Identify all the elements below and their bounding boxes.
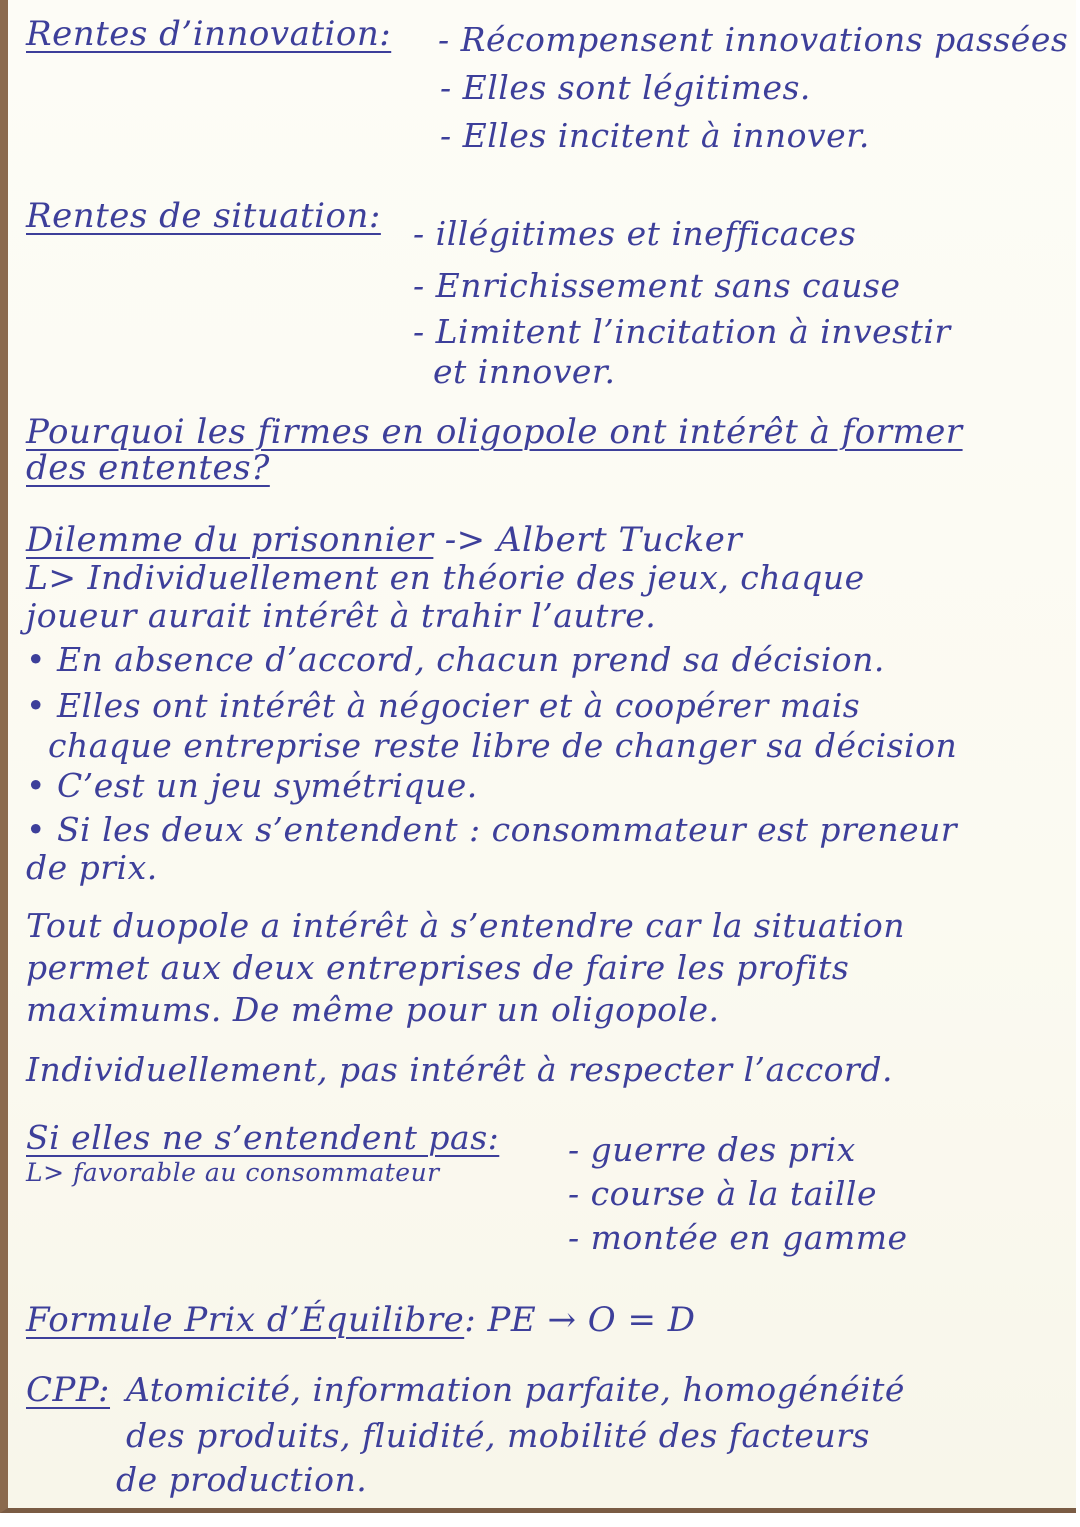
bullet-item: • En absence d’accord, chacun prend sa décision. [26, 640, 885, 679]
page-edge [1076, 0, 1080, 1527]
cpp-line: Atomicité, information parfaite, homogénéité [126, 1370, 905, 1409]
individuellement-line: Individuellement, pas intérêt à respecter l’accord. [26, 1050, 893, 1089]
list-item: - Récompensent innovations passées [438, 20, 1069, 59]
formule-line [26, 1300, 696, 1340]
list-item: - Limitent l’incitation à investir [413, 312, 951, 351]
list-item: - course à la taille [568, 1174, 877, 1213]
list-item: et innover. [433, 352, 616, 391]
heading-rentes-situation: Rentes de situation: [26, 196, 381, 236]
dilemme-line [26, 520, 742, 560]
cpp-label: CPP: [26, 1370, 111, 1410]
dilemme-author: -> Albert Tucker [444, 520, 743, 560]
paragraph-line: maximums. De même pour un oligopole. [26, 990, 720, 1029]
heading-sans-entente: Si elles ne s’entendent pas: [26, 1118, 500, 1157]
paragraph-line: Tout duopole a intérêt à s’entendre car la situation [26, 906, 906, 945]
bullet-item: • C’est un jeu symétrique. [26, 766, 478, 805]
bullet-item: • Si les deux s’entendent : consommateur est preneur [26, 810, 958, 849]
heading-rentes-innovation: Rentes d’innovation: [26, 14, 392, 54]
list-item: - guerre des prix [568, 1130, 856, 1169]
paragraph-line: permet aux deux entreprises de faire les profits [26, 948, 850, 987]
cpp-line: des produits, fluidité, mobilité des facteurs [126, 1416, 870, 1455]
list-item: - Elles sont légitimes. [440, 68, 811, 107]
dilemme-sub-line1: L> Individuellement en théorie des jeux, chaque [26, 558, 865, 597]
sans-entente-sub: L> favorable au consommateur [26, 1158, 440, 1187]
list-item: - Enrichissement sans cause [413, 266, 901, 305]
bullet-item-continued: chaque entreprise reste libre de changer sa décision [48, 726, 958, 765]
list-item: - Elles incitent à innover. [440, 116, 870, 155]
list-item: - illégitimes et inefficaces [413, 214, 857, 253]
question-heading-line1: Pourquoi les firmes en oligopole ont intérêt à former [26, 412, 963, 452]
question-heading-line2: des ententes? [26, 448, 270, 488]
list-item: - montée en gamme [568, 1218, 908, 1257]
dilemme-sub-line2: joueur aurait intérêt à trahir l’autre. [26, 596, 657, 635]
formule-value: : PE → O = D [464, 1300, 696, 1340]
bullet-item: • Elles ont intérêt à négocier et à coopérer mais [26, 686, 861, 725]
cpp-line: de production. [116, 1460, 368, 1499]
formule-heading: Formule Prix d’Équilibre [26, 1300, 465, 1340]
bullet-item-continued: de prix. [26, 848, 158, 887]
dilemme-heading: Dilemme du prisonnier [26, 520, 434, 560]
